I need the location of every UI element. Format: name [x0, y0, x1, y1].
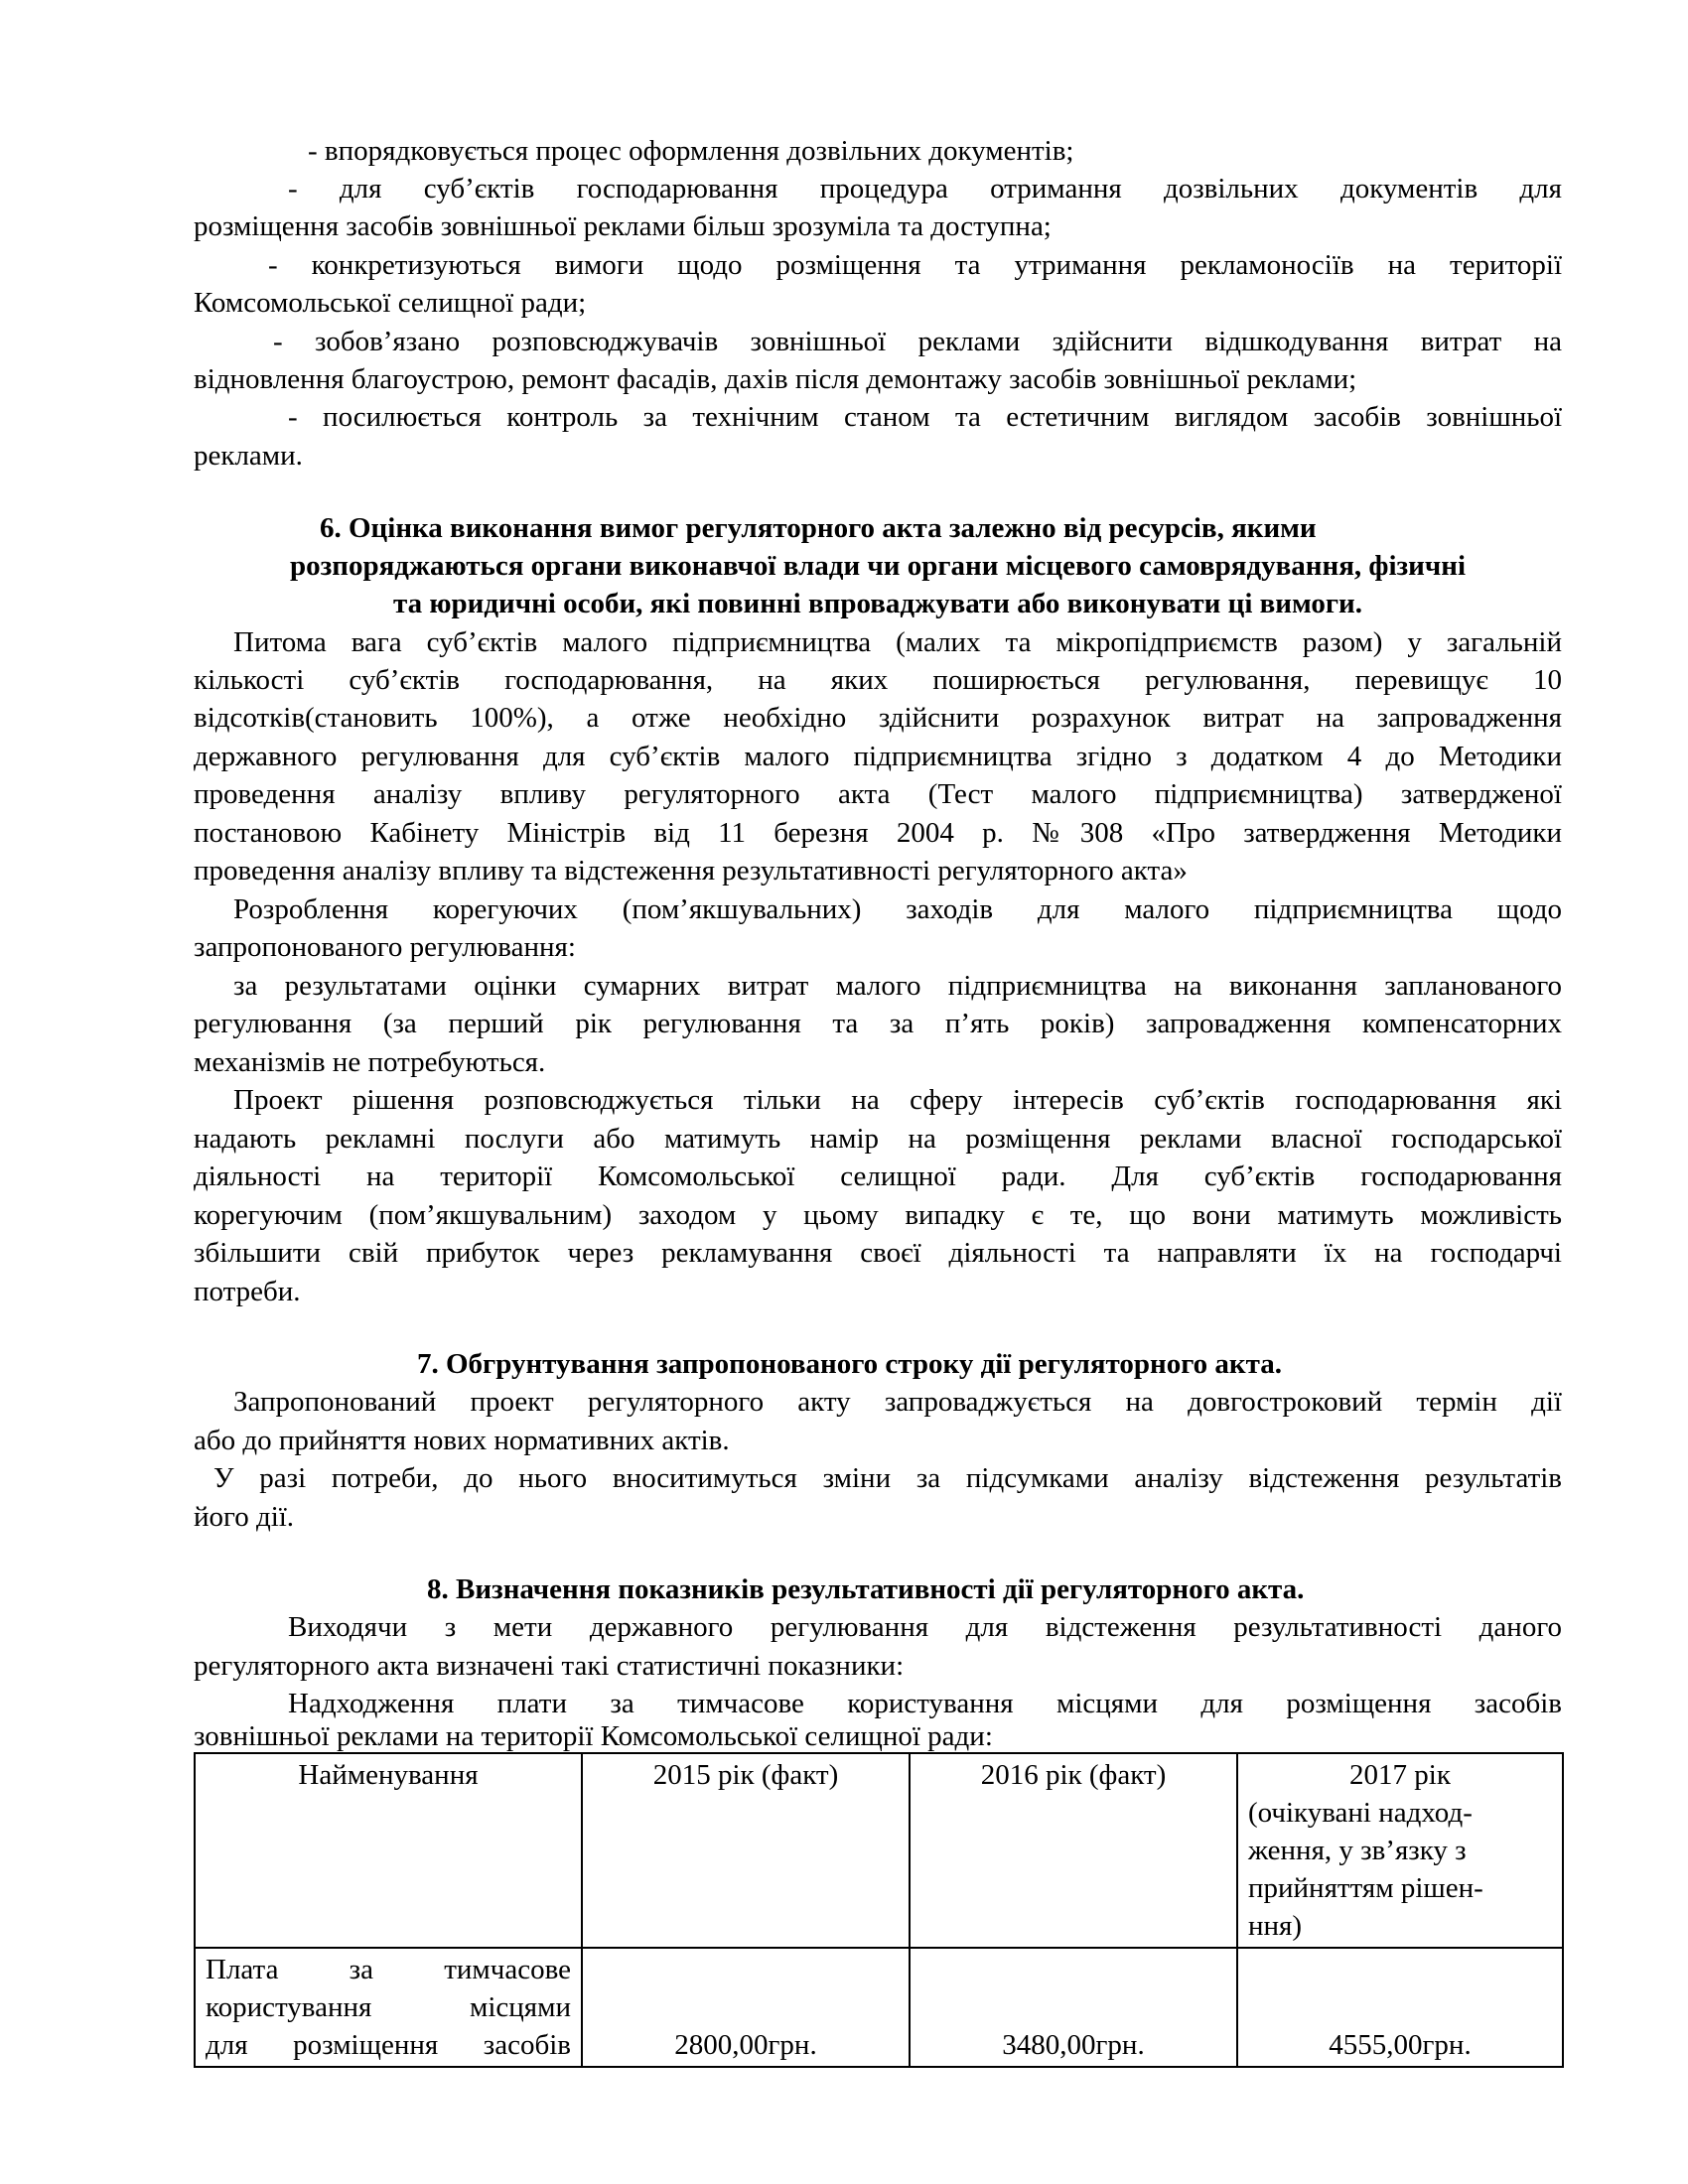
section-6-heading-line-2: розпоряджаються органи виконавчої влади чи органи місцевого самоврядування, фізичні	[289, 550, 1467, 582]
section-8-p1-line-2: регуляторного акта визначені такі статистичні показники:	[194, 1650, 905, 1682]
section-6-p4-line-4: корегуючим (пом’якшувальним) заходом у цьому випадку є те, що вони матимуть можливість	[194, 1199, 1562, 1231]
bullet-5-line-2: реклами.	[194, 440, 303, 472]
bullet-3-line-2: Комсомольської селищної ради;	[194, 287, 587, 319]
section-7-p2-line-1: У разі потреби, до нього вноситимуться зміни за підсумками аналізу відстеження результатів	[213, 1462, 1562, 1494]
section-6-p1-line-2: кількості суб’єктів господарювання, на яких поширюється регулювання, перевищує 10	[194, 664, 1562, 696]
bullet-4-line-2: відновлення благоустрою, ремонт фасадів, дахів після демонтажу засобів зовнішньої реклами;	[194, 363, 1357, 395]
section-6-p1-line-6: постановою Кабінету Міністрів від 11 березня 2004 р. №308 «Про затвердження Методики	[194, 817, 1562, 849]
table-header-row	[195, 1753, 1563, 1948]
section-6-p4-line-5: збільшити свій прибуток через рекламування своєї діяльності та направляти їх на господарчі	[194, 1237, 1562, 1269]
bullet-2-line-1: - для суб’єктів господарювання процедура отримання дозвільних документів для	[288, 173, 1562, 205]
section-6-p1-line-1: Питома вага суб’єктів малого підприємництва (малих та мікропідприємств разом) у загальній	[233, 626, 1562, 658]
section-8-p1-line-1: Виходячи з мети державного регулювання для відстеження результативності даного	[288, 1611, 1562, 1643]
table-row	[195, 1948, 1563, 2067]
bullet-3-line-1: - конкретизуються вимоги щодо розміщення та утримання рекламоносіїв на території	[268, 249, 1562, 281]
section-6-p2-line-2: запропонованого регулювання:	[194, 931, 576, 963]
table-header-cell: 2016 рік (факт)	[910, 1753, 1237, 1948]
section-6-p3-line-3: механізмів не потребуються.	[194, 1046, 546, 1078]
table-cell-2015: 2800,00грн.	[582, 1948, 910, 2067]
table-row-label: Плата за тимчасове користування місцями для розміщення засобів	[195, 1948, 582, 2067]
section-6-p2-line-1: Розроблення корегуючих (пом’якшувальних) заходів для малого підприємництва щодо	[233, 893, 1562, 925]
revenue-table	[194, 1752, 1564, 2068]
section-8-p2-line-2: зовнішньої реклами на території Комсомольської селищної ради:	[194, 1720, 993, 1752]
table-cell-2016: 3480,00грн.	[910, 1948, 1237, 2067]
section-6-p4-line-1: Проект рішення розповсюджується тільки на сферу інтересів суб’єктів господарювання які	[233, 1084, 1562, 1116]
section-6-p4-line-2: надають рекламні послуги або матимуть намір на розміщення реклами власної господарської	[194, 1123, 1562, 1155]
bullet-2-line-2: розміщення засобів зовнішньої реклами більш зрозуміла та доступна;	[194, 210, 1052, 242]
section-7-p1-line-1: Запропонований проект регуляторного акту запроваджується на довгостроковий термін дії	[233, 1386, 1562, 1418]
section-6-p3-line-1: за результатами оцінки сумарних витрат малого підприємництва на виконання запланованого	[233, 970, 1562, 1002]
section-7-heading: 7. Обгрунтування запропонованого строку дії регуляторного акта.	[417, 1348, 1282, 1380]
section-7-p2-line-2: його дії.	[194, 1501, 295, 1533]
section-6-p1-line-4: державного регулювання для суб’єктів малого підприємництва згідно з додатком 4 до Методики	[194, 741, 1562, 772]
bullet-1: - впорядковується процес оформлення дозвільних документів;	[308, 135, 1074, 167]
table-header-cell: 2015 рік (факт)	[582, 1753, 910, 1948]
section-6-p1-line-7: проведення аналізу впливу та відстеження результативності регуляторного акта»	[194, 855, 1188, 887]
table-cell-2017: 4555,00грн.	[1237, 1948, 1563, 2067]
section-6-p1-line-3: відсотків(становить 100%), а отже необхідно здійснити розрахунок витрат на запровадження	[194, 702, 1562, 734]
section-7-p1-line-2: або до прийняття нових нормативних актів.	[194, 1425, 730, 1456]
section-6-heading-line-3: та юридичні особи, які повинні впроваджувати або виконувати ці вимоги.	[393, 588, 1362, 619]
section-6-p4-line-3: діяльності на території Комсомольської селищної ради. Для суб’єктів господарювання	[194, 1160, 1562, 1192]
section-8-p2-line-1: Надходження плати за тимчасове користування місцями для розміщення засобів	[288, 1688, 1562, 1719]
bullet-5-line-1: - посилюється контроль за технічним станом та естетичним виглядом засобів зовнішньої	[288, 401, 1562, 433]
bullet-4-line-1: - зобов’язано розповсюджувачів зовнішньої реклами здійснити відшкодування витрат на	[273, 326, 1562, 357]
section-6-p4-line-6: потреби.	[194, 1276, 301, 1307]
section-6-p3-line-2: регулювання (за перший рік регулювання та за п’ять років) запровадження компенсаторних	[194, 1008, 1562, 1039]
section-8-heading: 8. Визначення показників результативності дії регуляторного акта.	[427, 1573, 1305, 1605]
table-header-cell: Найменування	[195, 1753, 582, 1948]
table-header-cell: 2017 рік (очікувані надход- ження, у зв’язку з прийняттям рішен- ння)	[1237, 1753, 1563, 1948]
section-6-p1-line-5: проведення аналізу впливу регуляторного акта (Тест малого підприємництва) затвердженої	[194, 778, 1562, 810]
section-6-heading-line-1: 6. Оцінка виконання вимог регуляторного акта залежно від ресурсів, якими	[320, 512, 1317, 544]
